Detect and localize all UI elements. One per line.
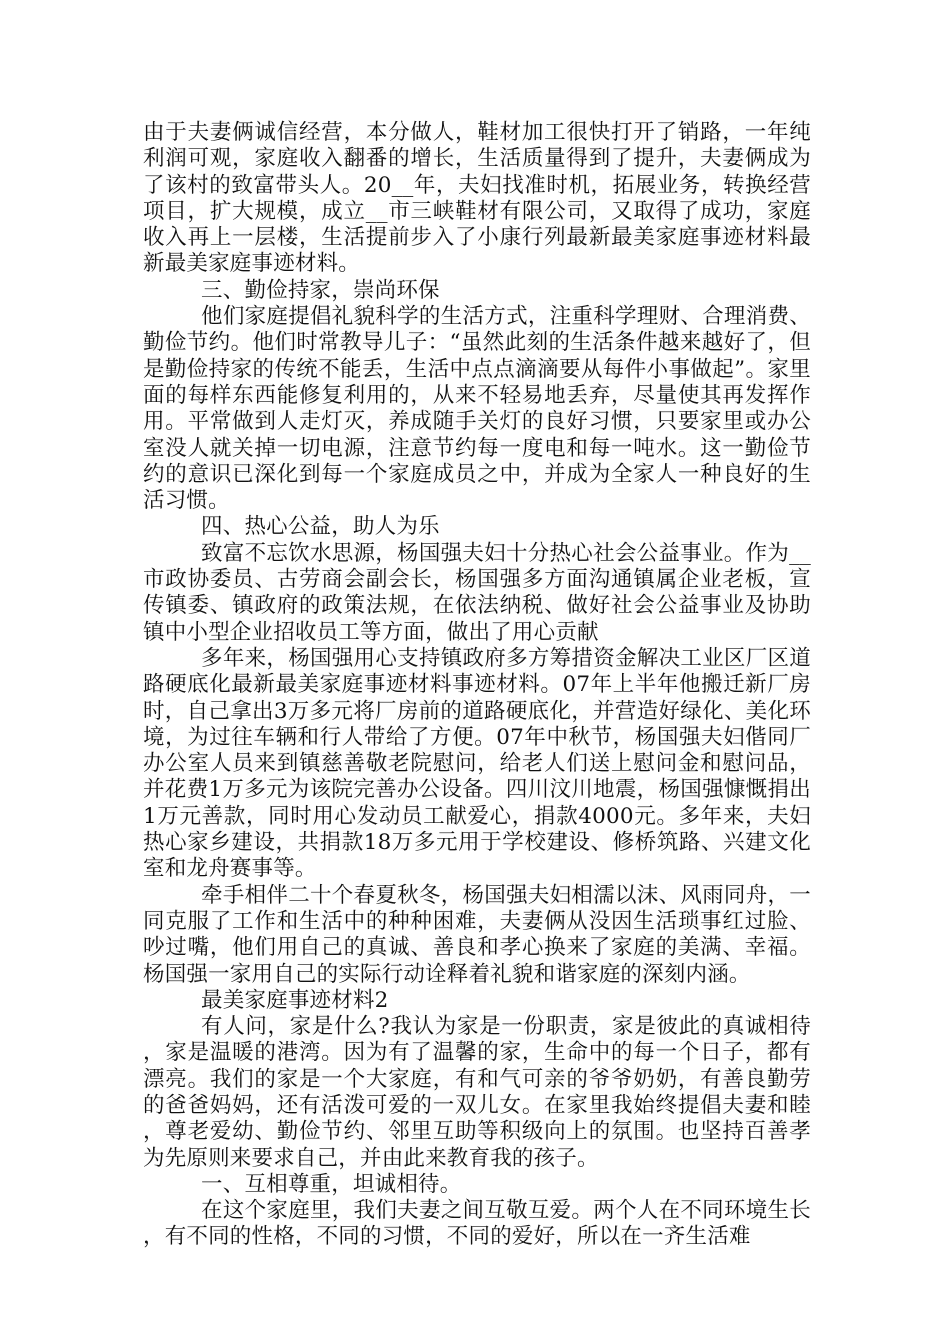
paragraph-conclusion: 牵手相伴二十个春夏秋冬，杨国强夫妇相濡以沫、风雨同舟，一同克服了工作和生活中的种种困难，夫妻俩从没因生活琐事红过脸、吵过嘴，他们用自己的真诚、善良和孝心换来了家庭的美满、幸福。杨国强一家用自己的实际行动诠释着礼貌和谐家庭的深刻内涵。	[143, 882, 811, 987]
paragraph-donations: 多年来，杨国强用心支持镇政府多方筹措资金解决工业区厂区道路硬底化最新最美家庭事迹材料事迹材料。07年上半年他搬迁新厂房时，自己拿出3万多元将厂房前的道路硬底化，并营造好绿化、美化环境，为过往车辆和行人带给了方便。07年中秋节，杨国强夫妇偕同厂办公室人员来到镇慈善敬老院慰问，给老人们送上慰问金和慰问品，并花费1万多元为该院完善办公设备。四川汶川地震，杨国强慷慨捐出1万元善款，同时用心发动员工献爱心，捐款4000元。多年来，夫妇热心家乡建设，共捐款18万多元用于学校建设、修桥筑路、兴建文化室和龙舟赛事等。	[143, 645, 811, 882]
section-heading-charity: 四、热心公益，助人为乐	[201, 514, 440, 540]
section-heading-respect: 一、互相尊重，坦诚相待。	[201, 1171, 462, 1197]
paragraph-charity: 致富不忘饮水思源，杨国强夫妇十分热心社会公益事业。作为__市政协委员、古劳商会副会长，杨国强多方面沟通镇属企业老板，宣传镇委、镇政府的政策法规，在依法纳税、做好社会公益事业及协助镇中小型企业招收员工等方面，做出了用心贡献	[143, 540, 811, 645]
paragraph-intro: 由于夫妻俩诚信经营，本分做人，鞋材加工很快打开了销路，一年纯利润可观，家庭收入翻番的增长，生活质量得到了提升，夫妻俩成为了该村的致富带头人。20__年，夫妇找准时机，拓展业务，转换经营项目，扩大规模，成立__市三峡鞋材有限公司，又取得了成功，家庭收入再上一层楼，生活提前步入了小康行列最新最美家庭事迹材料最新最美家庭事迹材料。	[143, 120, 811, 277]
section-heading-frugal: 三、勤俭持家，崇尚环保	[201, 277, 440, 303]
document-body	[143, 120, 811, 1251]
paragraph-frugal: 他们家庭提倡礼貌科学的生活方式，注重科学理财、合理消费、勤俭节约。他们时常教导儿子：“虽然此刻的生活条件越来越好了，但是勤俭持家的传统不能丢，生活中点点滴滴要从每件小事做起”。家里面的每样东西能修复利用的，从来不轻易地丢弃，尽量使其再发挥作用。平常做到人走灯灭，养成随手关灯的良好习惯，只要家里或办公室没人就关掉一切电源，注意节约每一度电和每一吨水。这一勤俭节约的意识已深化到每一个家庭成员之中，并成为全家人一种良好的生活习惯。	[143, 304, 811, 514]
paragraph-respect: 在这个家庭里，我们夫妻之间互敬互爱。两个人在不同环境生长，有不同的性格，不同的习惯，不同的爱好，所以在一齐生活难	[143, 1198, 811, 1250]
material-title-2: 最美家庭事迹材料2	[201, 987, 389, 1013]
paragraph-what-is-home: 有人问，家是什么?我认为家是一份职责，家是彼此的真诚相待，家是温暖的港湾。因为有了温馨的家，生命中的每一个日子，都有漂亮。我们的家是一个大家庭，有和气可亲的爷爷奶奶，有善良勤劳的爸爸妈妈，还有活泼可爱的一双儿女。在家里我始终提倡夫妻和睦，尊老爱幼、勤俭节约、邻里互助等积级向上的氛围。也坚持百善孝为先原则来要求自己，并由此来教育我的孩子。	[143, 1014, 811, 1171]
